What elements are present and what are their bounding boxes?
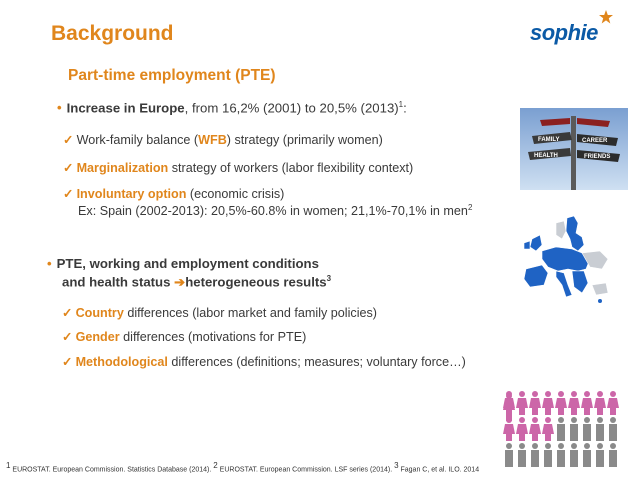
list-item: ✓ Country differences (labor market and family policies) (62, 306, 377, 320)
bullet-rest: , from 16,2% (2001) to 20,5% (2013) (184, 100, 399, 116)
section-subtitle: Part-time employment (PTE) (68, 67, 276, 84)
logo-text: sophie (530, 20, 598, 45)
list-item: ✓ Work-family balance (WFB) strategy (primarily women) (63, 133, 383, 147)
list-item: ✓ Marginalization strategy of workers (labor flexibility context) (63, 161, 414, 175)
bullet-increase-europe: • Increase in Europe, from 16,2% (2001) to 20,5% $(2013)^1$: (57, 100, 407, 116)
list-item: ✓ Gender differences (motivations for PTE) (62, 330, 307, 344)
svg-text:FRIENDS: FRIENDS (584, 154, 611, 160)
people-pictogram-image (500, 387, 630, 471)
bullet-pte-conditions-cont: and health status ➔heterogeneous results$^3$ (62, 274, 332, 290)
eu-map-image (512, 213, 614, 308)
checkmark-icon: ✓ (63, 161, 74, 175)
slide-title: Background (51, 22, 174, 45)
footnote-references: $^1$ EUROSTAT. European Commission. Statistics Database (2014). $^2$ EUROSTAT. European Commission. LSF series (2014). $^3$ Fagan C, et al. ILO. 2014 (6, 461, 480, 474)
checkmark-icon: ✓ (63, 187, 74, 201)
bullet-bold: Increase in Europe (66, 100, 185, 116)
arrow-right-icon: ➔ (174, 274, 186, 290)
checkmark-icon: ✓ (62, 306, 73, 320)
list-item: ✓ Methodological differences (definitions; measures; voluntary force…) (62, 355, 466, 369)
checkmark-icon: ✓ (63, 133, 74, 147)
bullet-pte-conditions: • PTE, working and employment conditions (47, 256, 319, 271)
svg-text:CAREER: CAREER (582, 138, 608, 144)
svg-text:HEALTH: HEALTH (534, 153, 558, 159)
sophie-logo (510, 8, 628, 48)
list-item: ✓ Involuntary option (economic crisis) (63, 187, 285, 201)
signpost-image (520, 108, 628, 190)
spain-example: Ex: Spain (2002-2013): 20,5%-60.8% in women; 21,1%-70,1% in men$^2$ (78, 203, 473, 219)
checkmark-icon: ✓ (62, 355, 73, 369)
checkmark-icon: ✓ (62, 330, 73, 344)
svg-text:FAMILY: FAMILY (538, 137, 560, 143)
footnote-ref: 1 (398, 100, 404, 109)
